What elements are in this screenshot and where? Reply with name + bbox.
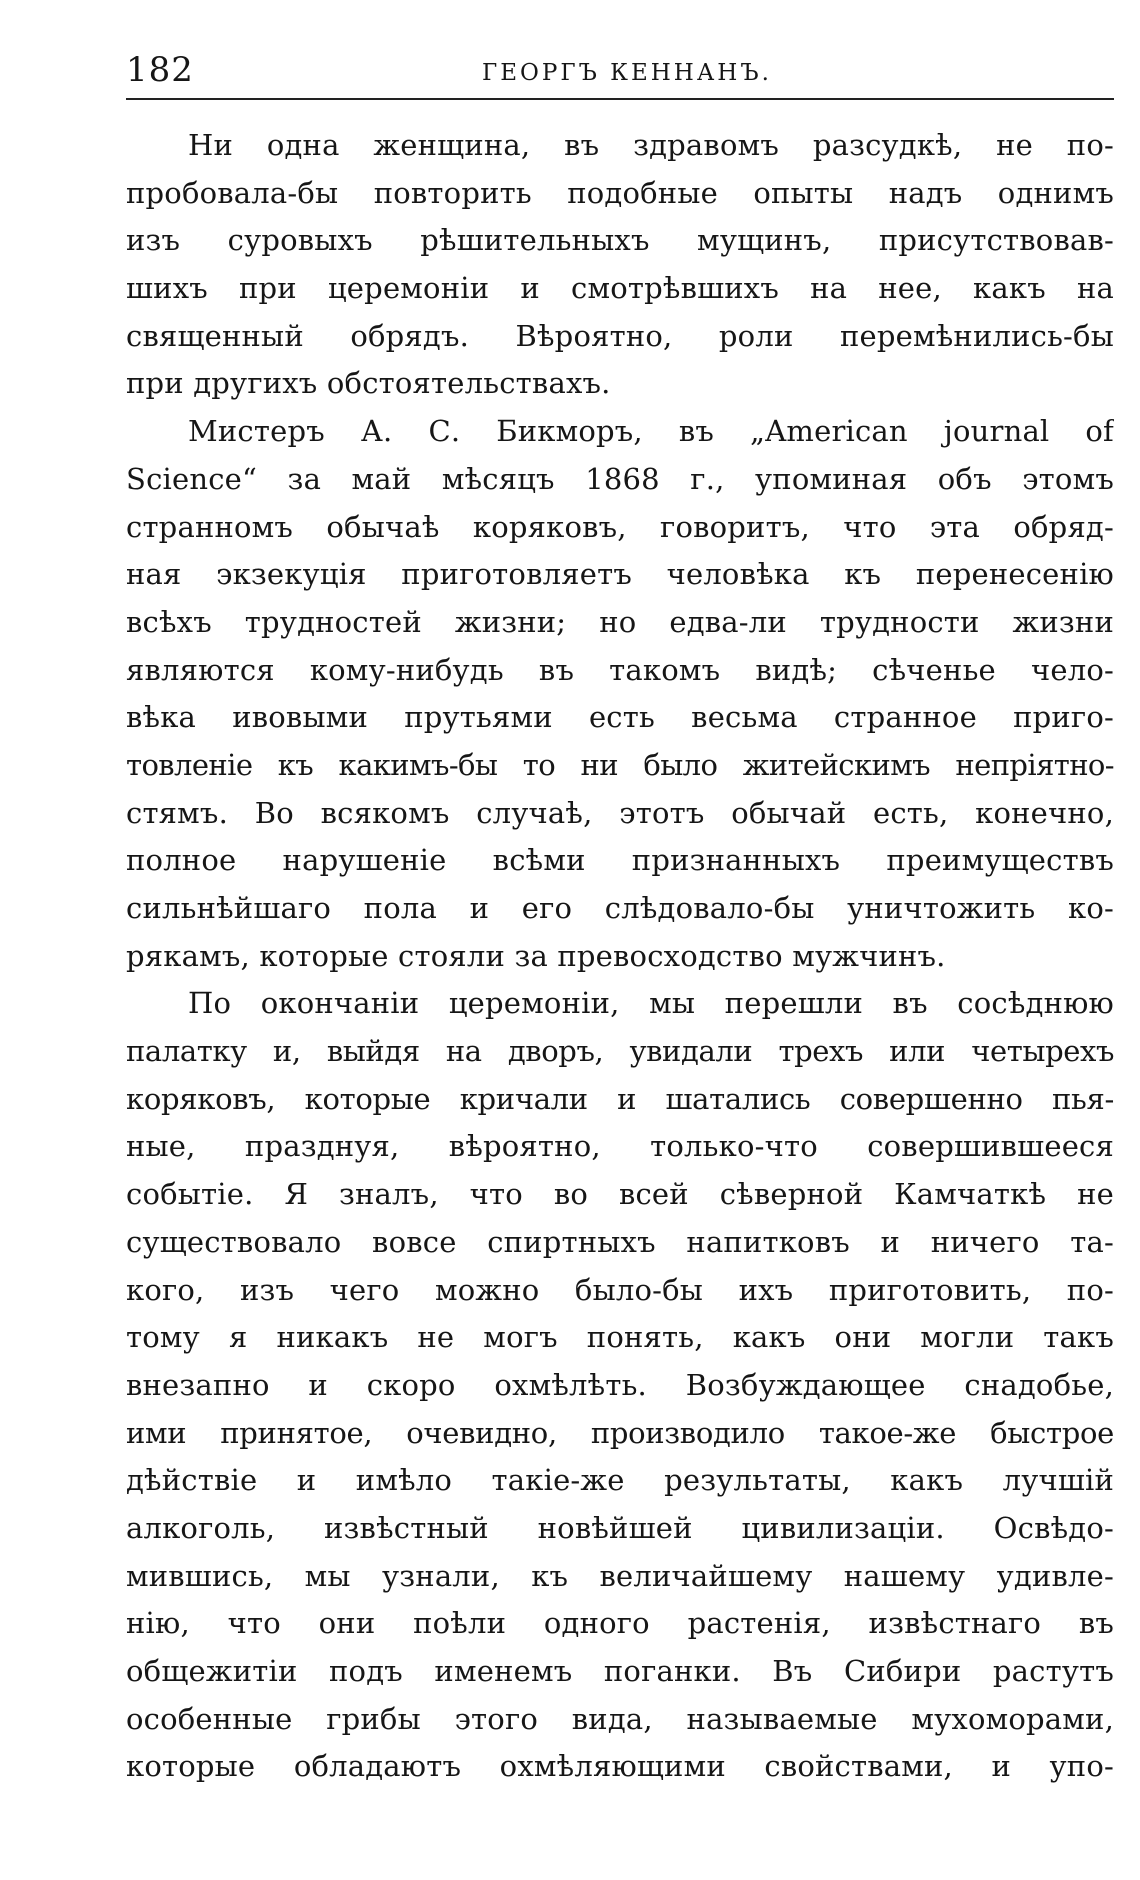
text-line: внезапно и скоро охмѣлѣть. Возбуждающее снадобье, — [126, 1367, 1114, 1402]
text-line: вѣка ивовыми прутьями есть весьма странное приго- — [126, 700, 1114, 735]
text-line: общежитіи подъ именемъ поганки. Въ Сибири растутъ — [126, 1654, 1114, 1688]
text-line: тому я никакъ не могъ понять, какъ они могли такъ — [126, 1320, 1114, 1355]
text-line: ими принятое, очевидно, производило такое-же быстрое — [126, 1415, 1114, 1450]
book-page — [126, 46, 1114, 1791]
text-line: событіе. Я зналъ, что во всей сѣверной Камчаткѣ не — [126, 1177, 1114, 1212]
text-line: дѣйствіе и имѣло такіе-же результаты, какъ лучшій — [126, 1463, 1114, 1498]
text-line: мившись, мы узнали, къ величайшему нашему удивле- — [126, 1558, 1114, 1593]
text-line: нію, что они поѣли одного растенія, извѣстнаго въ — [126, 1606, 1114, 1641]
text-line: рякамъ, которые стояли за превосходство мужчинъ. — [126, 938, 946, 973]
text-line: существовало вовсе спиртныхъ напитковъ и ничего та- — [126, 1224, 1114, 1259]
text-line: полное нарушеніе всѣми признанныхъ преимуществъ — [126, 843, 1114, 878]
text-line: особенные грибы этого вида, называемые мухоморами, — [126, 1701, 1114, 1736]
text-line: шихъ при церемоніи и смотрѣвшихъ на нее, какъ на — [126, 271, 1114, 306]
text-line: Мистеръ А. С. Бикморъ, въ „American journal of — [188, 414, 1114, 449]
text-line: священный обрядъ. Вѣроятно, роли перемѣнились-бы — [126, 318, 1114, 353]
text-line: являются кому-нибудь въ такомъ видѣ; сѣченье чело- — [126, 652, 1114, 687]
text-line: товленіе къ какимъ-бы то ни было житейскимъ непріятно- — [126, 747, 1114, 782]
text-line: сильнѣйшаго пола и его слѣдовало-бы уничтожить ко- — [126, 891, 1114, 925]
text-line: ные, празднуя, вѣроятно, только-что совершившееся — [126, 1129, 1114, 1164]
text-line: Science“ за май мѣсяцъ 1868 г., упоминая объ этомъ — [126, 461, 1114, 496]
text-line: которые обладаютъ охмѣляющими свойствами, и упо- — [126, 1749, 1114, 1784]
text-line: всѣхъ трудностей жизни; но едва-ли трудности жизни — [126, 604, 1114, 639]
text-line: По окончаніи церемоніи, мы перешли въ сосѣднюю — [188, 986, 1114, 1021]
text-line: коряковъ, которые кричали и шатались совершенно пья- — [126, 1081, 1114, 1116]
text-line: ная экзекуція приготовляетъ человѣка къ перенесенію — [126, 557, 1114, 592]
text-line: алкоголь, извѣстный новѣйшей цивилизаціи. Освѣдо- — [126, 1510, 1114, 1545]
running-head — [126, 46, 1114, 100]
page-number: 182 — [126, 50, 194, 90]
running-title: ГЕОРГЪ КЕННАНЪ. — [482, 60, 772, 86]
text-line: Ни одна женщина, въ здравомъ разсудкѣ, не по- — [188, 128, 1114, 162]
text-line: при другихъ обстоятельствахъ. — [126, 366, 611, 401]
text-body — [126, 122, 1114, 1791]
text-line: кого, изъ чего можно было-бы ихъ приготовить, по- — [126, 1272, 1114, 1307]
text-line: изъ суровыхъ рѣшительныхъ мущинъ, присутствовав- — [126, 223, 1114, 258]
text-line: стямъ. Во всякомъ случаѣ, этотъ обычай есть, конечно, — [126, 795, 1114, 830]
text-line: странномъ обычаѣ коряковъ, говоритъ, что эта обряд- — [126, 509, 1114, 544]
text-line: палатку и, выйдя на дворъ, увидали трехъ или четырехъ — [126, 1034, 1114, 1069]
text-line: пробовала-бы повторить подобные опыты надъ однимъ — [126, 175, 1114, 210]
